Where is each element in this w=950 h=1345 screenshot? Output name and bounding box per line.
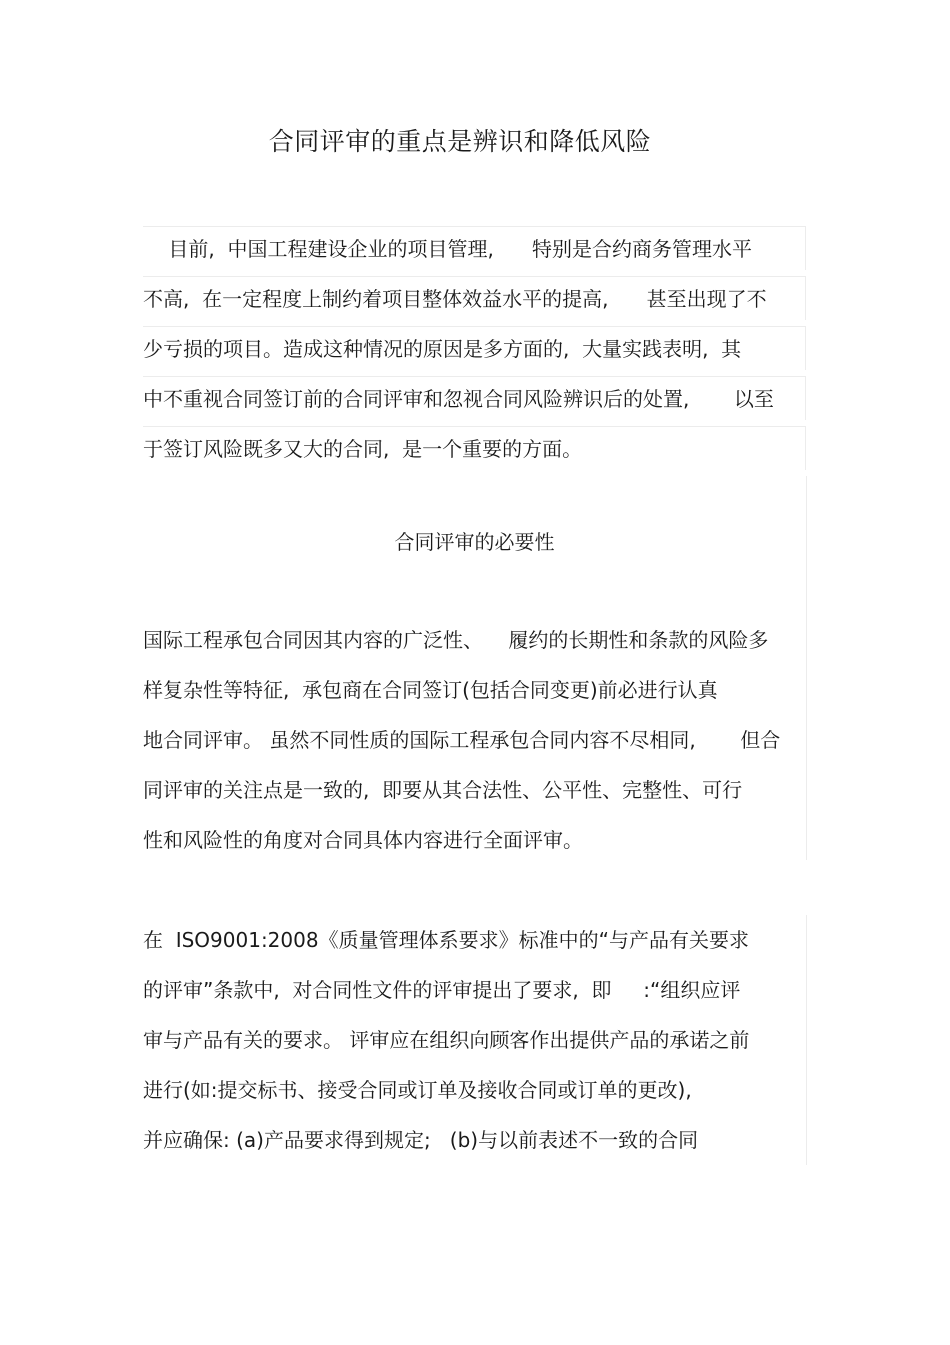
paragraph-line: 不高, 在一定程度上制约着项目整体效益水平的提高, 甚至出现了不 xyxy=(143,276,806,320)
paragraph-line: 样复杂性等特征, 承包商在合同签订(包括合同变更)前必进行认真 xyxy=(143,678,718,702)
paragraph-line: 中不重视合同签订前的合同评审和忽视合同风险辨识后的处置, 以至 xyxy=(143,376,806,420)
paragraph-line: 审与产品有关的要求。 评审应在组织向顾客作出提供产品的承诺之前 xyxy=(143,1028,750,1052)
paragraph-line: 在 ISO9001:2008《质量管理体系要求》标准中的“与产品有关要求 xyxy=(143,928,749,952)
paragraph-line: 少亏损的项目。造成这种情况的原因是多方面的, 大量实践表明, 其 xyxy=(143,326,806,370)
paragraph-line: 性和风险性的角度对合同具体内容进行全面评审。 xyxy=(143,828,583,852)
paragraph-line: 目前, 中国工程建设企业的项目管理, 特别是合约商务管理水平 xyxy=(143,226,806,270)
divider xyxy=(806,915,807,1165)
divider xyxy=(806,476,807,860)
paragraph-line: 并应确保: (a)产品要求得到规定; (b)与以前表述不一致的合同 xyxy=(143,1128,699,1152)
paragraph-line: 进行(如:提交标书、接受合同或订单及接收合同或订单的更改), xyxy=(143,1078,692,1102)
document-title: 合同评审的重点是辨识和降低风险 xyxy=(268,127,652,156)
section-heading: 合同评审的必要性 xyxy=(394,530,555,554)
paragraph-line: 同评审的关注点是一致的, 即要从其合法性、公平性、完整性、可行 xyxy=(143,778,743,802)
paragraph-line: 国际工程承包合同因其内容的广泛性、 履约的长期性和条款的风险多 xyxy=(143,628,769,652)
paragraph-line: 地合同评审。 虽然不同性质的国际工程承包合同内容不尽相同, 但合 xyxy=(143,728,781,752)
paragraph-line: 的评审”条款中, 对合同性文件的评审提出了要求, 即 :“组织应评 xyxy=(143,978,741,1002)
paragraph-line: 于签订风险既多又大的合同, 是一个重要的方面。 xyxy=(143,426,806,470)
